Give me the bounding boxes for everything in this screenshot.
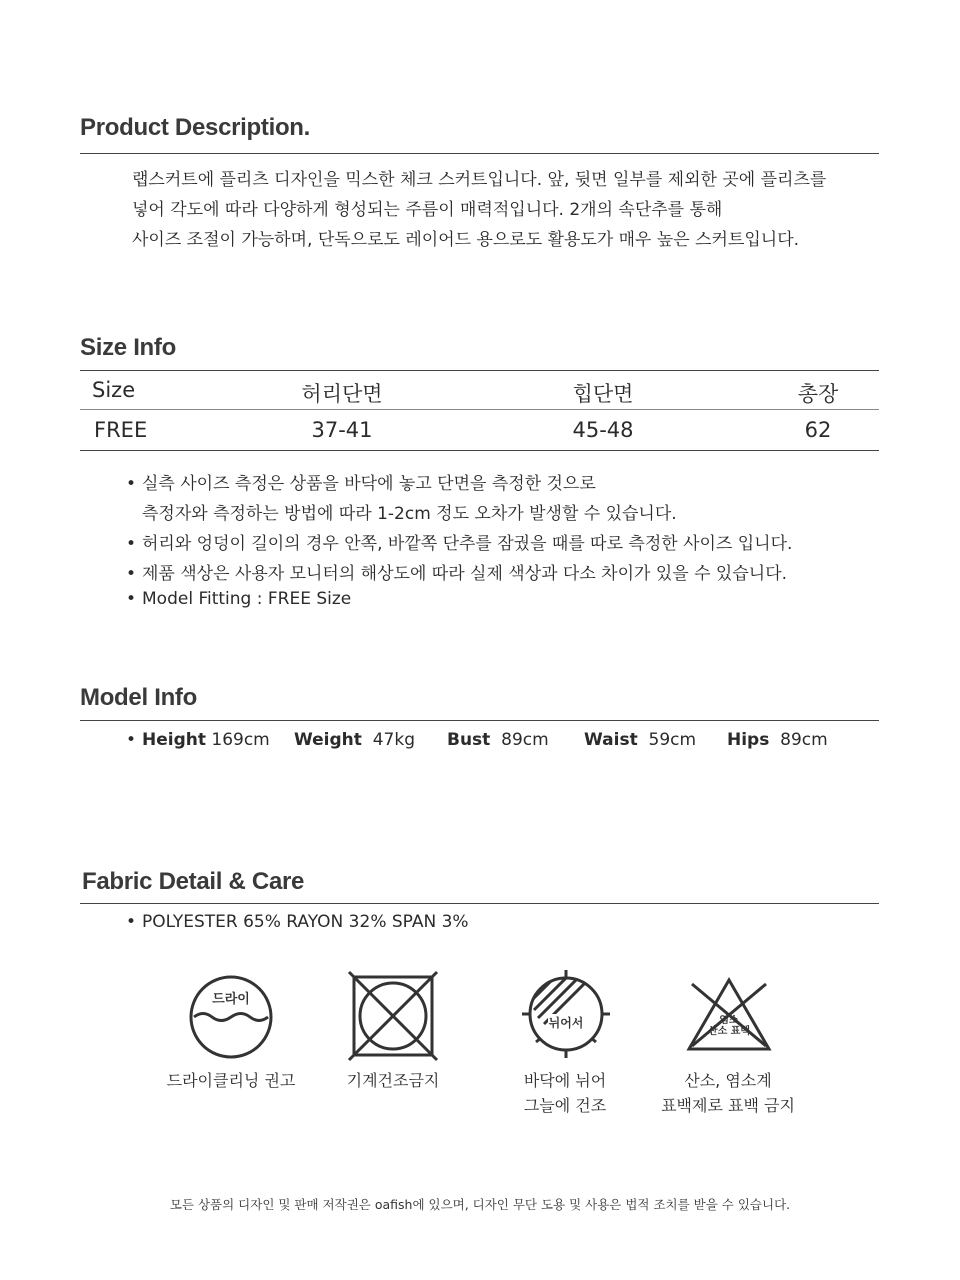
- dry-clean-icon: [186, 972, 276, 1062]
- care-label-flat-dry-1: 바닥에 뉘어: [523, 1071, 607, 1090]
- fabric-care-divider: [80, 903, 879, 904]
- care-label-no-tumble-dry: 기계건조금지: [346, 1071, 440, 1090]
- copyright-footer: 모든 상품의 디자인 및 판매 저작권은 oafish에 있으며, 디자인 무단 도용 및 사용은 법적 조치를 받을 수 있습니다.: [169, 1197, 791, 1212]
- size-cell-waist: 37-41: [311, 418, 373, 442]
- size-note-2: • 허리와 엉덩이 길이의 경우 안쪽, 바깥쪽 단추를 잠궜을 때를 따로 측정한 사이즈 입니다.: [126, 534, 793, 554]
- size-note-1-continued: 측정자와 측정하는 방법에 따라 1-2cm 정도 오차가 발생할 수 있습니다.: [142, 504, 677, 524]
- fabric-care-title: Fabric Detail & Care: [82, 868, 305, 895]
- description-line-2: 넣어 각도에 따라 다양하게 형성되는 주름이 매력적입니다. 2개의 속단추를 통해: [132, 200, 723, 220]
- no-bleach-icon-text-2: 산소 표백: [707, 1026, 751, 1037]
- size-table: [80, 371, 879, 451]
- no-bleach-icon: [684, 974, 774, 1054]
- fabric-composition: • POLYESTER 65% RAYON 32% SPAN 3%: [126, 912, 469, 932]
- model-waist: Waist 59cm: [584, 730, 697, 750]
- model-info-title: Model Info: [80, 684, 197, 711]
- product-description-title: Product Description.: [80, 114, 311, 141]
- size-header-waist: 허리단면: [301, 382, 383, 406]
- size-table-bottom-border: [80, 450, 879, 451]
- size-cell-length: 62: [804, 418, 832, 442]
- size-header-size: Size: [92, 378, 136, 402]
- care-label-no-bleach-1: 산소, 염소계: [684, 1071, 772, 1090]
- care-label-flat-dry-2: 그늘에 건조: [523, 1096, 607, 1115]
- size-header-length: 총장: [797, 382, 839, 406]
- care-label-no-bleach-2: 표백제로 표백 금지: [661, 1096, 795, 1115]
- flat-dry-shade-icon: [520, 968, 612, 1060]
- size-table-row-divider: [80, 409, 879, 410]
- model-height: • Height 169cm: [126, 730, 270, 750]
- size-note-4: • Model Fitting : FREE Size: [126, 589, 352, 609]
- model-bust: Bust 89cm: [447, 730, 549, 750]
- size-note-3: • 제품 색상은 사용자 모니터의 해상도에 따라 실제 색상과 다소 차이가 있을 수 있습니다.: [126, 564, 788, 584]
- size-header-hip: 힙단면: [572, 382, 634, 406]
- description-line-1: 랩스커트에 플리츠 디자인을 믹스한 체크 스커트입니다. 앞, 뒷면 일부를 제외한 곳에 플리츠를: [132, 170, 827, 190]
- size-info-title: Size Info: [80, 334, 176, 361]
- product-description-divider: [80, 153, 879, 154]
- size-note-1: • 실측 사이즈 측정은 상품을 바닥에 놓고 단면을 측정한 것으로: [126, 474, 596, 494]
- no-bleach-icon-text-1: 염소: [719, 1015, 739, 1026]
- size-cell-size: FREE: [94, 418, 148, 442]
- size-cell-hip: 45-48: [572, 418, 634, 442]
- model-info-divider: [80, 720, 879, 721]
- model-hips: Hips 89cm: [727, 730, 828, 750]
- model-weight: Weight 47kg: [294, 730, 415, 750]
- care-label-dry-clean: 드라이클리닝 권고: [166, 1071, 296, 1090]
- dry-clean-icon-text: 드라이: [212, 992, 250, 1007]
- description-line-3: 사이즈 조절이 가능하며, 단독으로도 레이어드 용으로도 활용도가 매우 높은 스커트입니다.: [132, 230, 800, 250]
- no-tumble-dry-icon: [347, 970, 439, 1062]
- flat-dry-icon-text: 뉘어서: [548, 1016, 584, 1030]
